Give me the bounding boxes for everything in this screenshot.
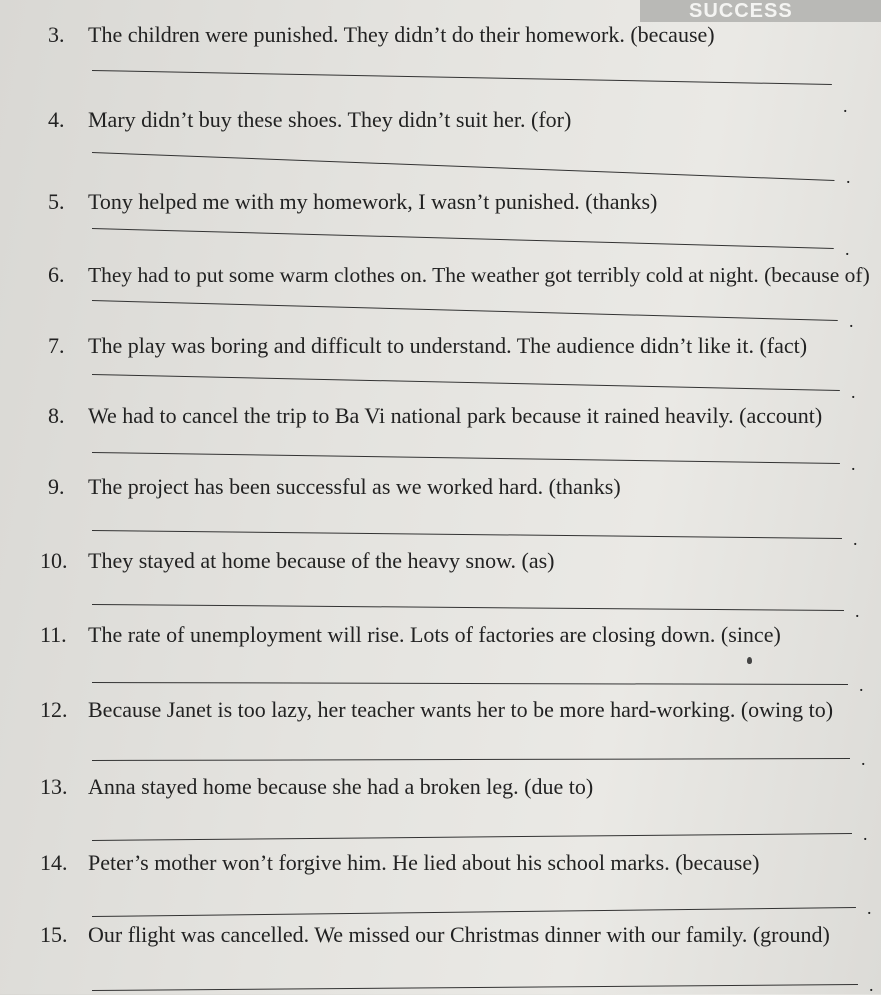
exercise-number: 15. bbox=[40, 922, 68, 947]
exercise-number: 11. bbox=[40, 622, 67, 647]
answer-blank-line[interactable] bbox=[92, 530, 842, 539]
exercise-number: 13. bbox=[40, 774, 68, 799]
answer-blank-line[interactable] bbox=[92, 300, 838, 321]
answer-blank-line[interactable] bbox=[92, 604, 844, 611]
answer-period: . bbox=[851, 382, 856, 402]
exercise-sentence: We had to cancel the trip to Ba Vi national park because it rained heavily. (account) bbox=[88, 403, 823, 428]
answer-period: . bbox=[845, 239, 850, 259]
answer-period: . bbox=[851, 454, 856, 474]
exercise-sentence: The play was boring and difficult to understand. The audience didn’t like it. (fact) bbox=[88, 333, 808, 358]
answer-period: . bbox=[861, 749, 866, 769]
answer-blank-line[interactable] bbox=[92, 374, 840, 391]
answer-blank-line[interactable] bbox=[92, 152, 834, 181]
exercise-sentence: Our flight was cancelled. We missed our Christmas dinner with our family. (ground) bbox=[88, 922, 830, 947]
exercise-number: 3. bbox=[48, 22, 65, 47]
answer-period: . bbox=[846, 167, 851, 187]
answer-blank-line[interactable] bbox=[92, 452, 840, 464]
exercise-number: 12. bbox=[40, 697, 68, 722]
exercise-number: 10. bbox=[40, 548, 68, 573]
exercise-sentence: Mary didn’t buy these shoes. They didn’t suit her. (for) bbox=[88, 107, 572, 132]
exercise-sentence: Tony helped me with my homework, I wasn’t punished. (thanks) bbox=[88, 189, 658, 214]
book-title: SUCCESS bbox=[689, 0, 793, 22]
answer-period: . bbox=[849, 311, 854, 331]
answer-blank-line[interactable] bbox=[92, 833, 852, 841]
answer-period: . bbox=[855, 601, 860, 621]
answer-period: . bbox=[867, 898, 872, 918]
exercise-sentence: Anna stayed home because she had a broken leg. (due to) bbox=[88, 774, 594, 799]
exercise-sentence: The rate of unemployment will rise. Lots of factories are closing down. (since) bbox=[88, 622, 781, 647]
answer-period: . bbox=[843, 96, 848, 116]
answer-period: . bbox=[853, 529, 858, 549]
exercise-number: 9. bbox=[48, 474, 65, 499]
answer-period: . bbox=[869, 975, 874, 995]
exercise-sentence: Peter’s mother won’t forgive him. He lied about his school marks. (because) bbox=[88, 850, 760, 875]
answer-blank-line[interactable] bbox=[92, 228, 834, 249]
exercise-sentence: The project has been successful as we worked hard. (thanks) bbox=[88, 474, 621, 499]
answer-blank-line[interactable] bbox=[92, 984, 858, 991]
answer-blank-line[interactable] bbox=[92, 758, 850, 761]
exercise-number: 6. bbox=[48, 262, 65, 287]
ink-smudge bbox=[747, 657, 752, 664]
answer-blank-line[interactable] bbox=[92, 70, 832, 85]
exercise-sentence: Because Janet is too lazy, her teacher wants her to be more hard-working. (owing to) bbox=[88, 697, 834, 722]
answer-period: . bbox=[859, 675, 864, 695]
answer-period: . bbox=[863, 824, 868, 844]
answer-blank-line[interactable] bbox=[92, 682, 848, 685]
exercise-sentence: They stayed at home because of the heavy snow. (as) bbox=[88, 548, 555, 573]
answer-blank-line[interactable] bbox=[92, 907, 856, 917]
exercise-number: 8. bbox=[48, 403, 65, 428]
exercise-number: 14. bbox=[40, 850, 68, 875]
exercise-number: 5. bbox=[48, 189, 65, 214]
exercise-sentence: The children were punished. They didn’t do their homework. (because) bbox=[88, 22, 715, 47]
exercise-number: 4. bbox=[48, 107, 65, 132]
exercise-number: 7. bbox=[48, 333, 65, 358]
exercise-sentence: They had to put some warm clothes on. The weather got terribly cold at night. (because of) bbox=[88, 263, 870, 287]
